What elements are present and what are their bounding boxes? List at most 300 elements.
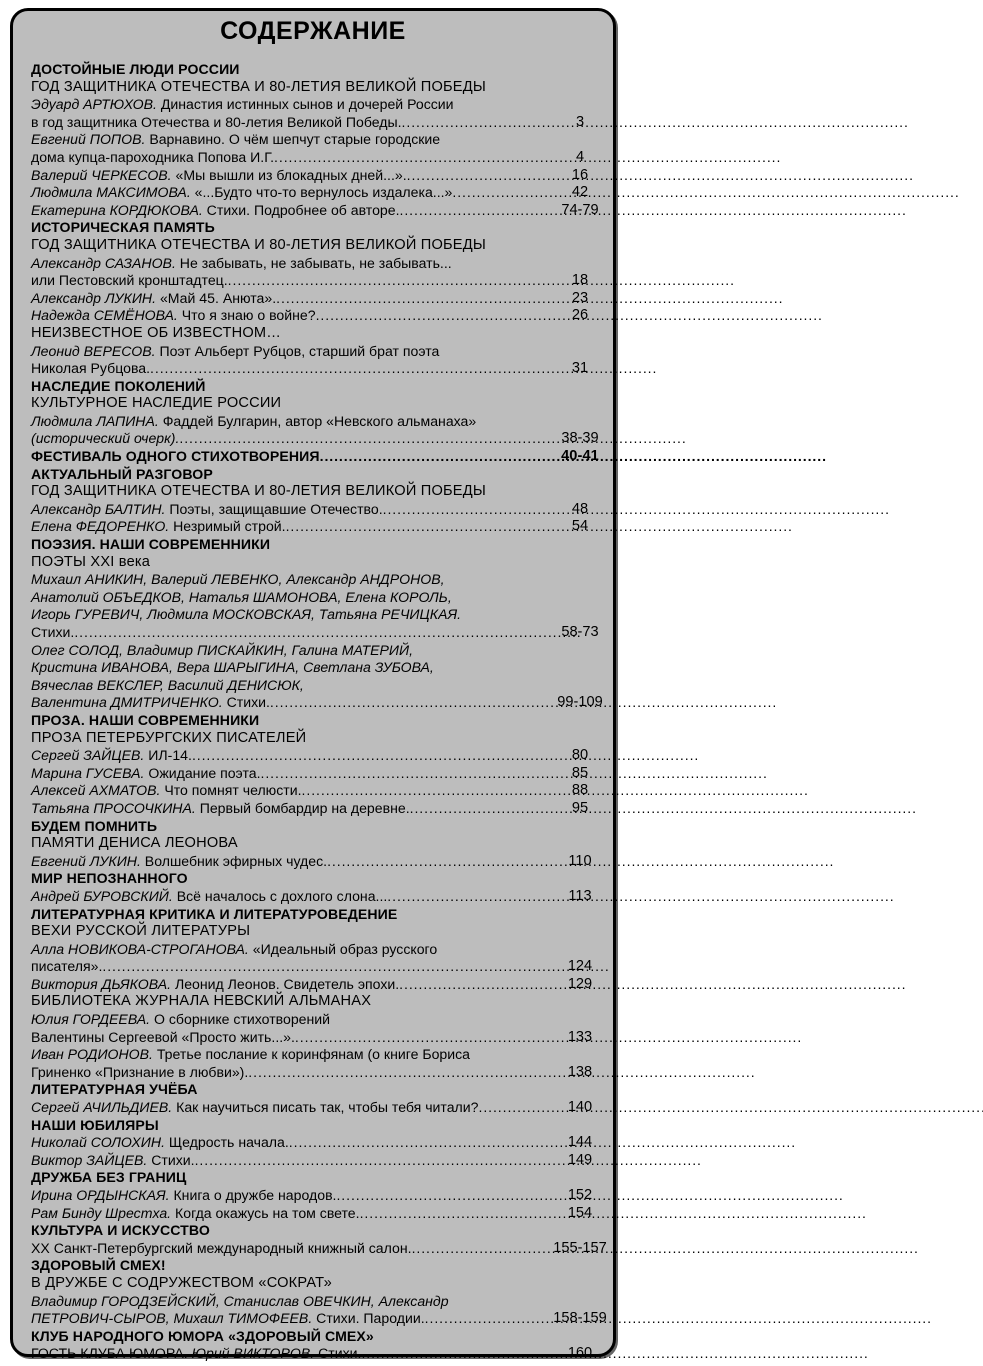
- entry-text: [31, 677, 545, 695]
- entry-text: [31, 1187, 336, 1205]
- toc-entry: [31, 1310, 615, 1328]
- dot-leader: [360, 1205, 545, 1223]
- toc-entry: [31, 1187, 615, 1205]
- entry-text: [31, 466, 545, 484]
- entry-title: Стихи.: [222, 694, 270, 711]
- entry-author: Анатолий ОБЪЕДКОВ, Наталья ШАМОНОВА, Елена КОРОЛЬ,: [31, 588, 452, 605]
- entry-text: [31, 61, 545, 79]
- dot-leader: [387, 888, 545, 906]
- section-heading: [31, 818, 615, 836]
- entry-author: Сергей АЧИЛЬДИЕВ.: [31, 1099, 173, 1116]
- entry-text: [31, 818, 545, 836]
- entry-title: Валентины Сергеевой «Просто жить...».: [31, 1028, 295, 1045]
- page-number: 40-41: [561, 448, 599, 465]
- page-number: 113: [568, 887, 592, 904]
- entry-title: Волшебник эфирных чудес.: [140, 852, 328, 869]
- entry-author: Михаил АНИКИН, Валерий ЛЕВЕНКО, Александр АНДРОНОВ,: [31, 571, 445, 588]
- dot-leader: [412, 1240, 545, 1258]
- entry-text: [31, 1240, 412, 1258]
- page-number: 152: [567, 1187, 593, 1203]
- heading-text: ЛИТЕРАТУРНАЯ КРИТИКА И ЛИТЕРАТУРОВЕДЕНИЕ: [31, 905, 398, 922]
- heading-text: ДОСТОЙНЫЕ ЛЮДИ РОССИИ: [31, 61, 240, 77]
- entry-text: [31, 1152, 195, 1170]
- dot-leader: [407, 167, 545, 185]
- toc-entry: [31, 747, 615, 765]
- section-heading: [31, 870, 615, 888]
- subsection-heading: [31, 993, 615, 1011]
- entry-author: Александр БАЛТИН.: [31, 500, 166, 517]
- dot-leader: [195, 1152, 545, 1170]
- page-number: 110: [568, 852, 592, 869]
- entry-title: Гриненко «Признание в любви»).: [31, 1063, 249, 1080]
- toc-entry: [31, 343, 615, 361]
- section-heading: [31, 536, 615, 554]
- entry-text: [31, 237, 545, 255]
- toc-entry: [31, 272, 615, 290]
- entry-text: [31, 1328, 545, 1346]
- entry-author: Эдуард АРТЮХОВ.: [31, 96, 157, 113]
- entry-author: Екатерина КОРДЮКОВА.: [31, 201, 203, 218]
- entry-author: Рам Бинду Шрестха.: [31, 1204, 172, 1221]
- subsection-heading: [31, 923, 615, 941]
- heading-text: ПОЭТЫ XXI века: [31, 553, 151, 570]
- toc-entry: [31, 694, 615, 712]
- page-number: 31: [571, 360, 589, 377]
- dot-leader: [361, 1345, 545, 1363]
- dot-leader: [425, 1310, 545, 1328]
- dot-leader: [270, 694, 545, 712]
- heading-text: ПРОЗА ПЕТЕРБУРГСКИХ ПИСАТЕЛЕЙ: [31, 729, 307, 746]
- entry-text: [31, 219, 545, 237]
- entry-text: [31, 888, 387, 906]
- heading-text: ГОД ЗАЩИТНИКА ОТЕЧЕСТВА И 80-ЛЕТИЯ ВЕЛИКОЙ ПОБЕДЫ: [31, 483, 486, 500]
- section-heading: [31, 1257, 615, 1275]
- page-number: 58-73: [561, 624, 599, 640]
- entry-title: Щедрость начала.: [165, 1134, 289, 1151]
- entry-title: Леонид Леонов. Свидетель эпохи.: [171, 975, 400, 992]
- entry-text: [31, 554, 545, 572]
- page-number: 88: [571, 782, 589, 799]
- entry-title: Что помнят челюсти.: [160, 782, 302, 799]
- heading-text: В ДРУЖБЕ С СОДРУЖЕСТВОМ «СОКРАТ»: [31, 1274, 332, 1291]
- entry-title: Династия истинных сынов и дочерей России: [156, 96, 454, 113]
- toc-entry: [31, 606, 615, 624]
- entry-author: Андрей БУРОВСКИЙ.: [31, 887, 173, 904]
- entry-text: [31, 993, 545, 1011]
- dot-leader: [336, 1187, 545, 1205]
- entry-text: [31, 571, 545, 589]
- entry-title: писателя».: [31, 958, 103, 975]
- toc-entry: [31, 1134, 615, 1152]
- entry-text: [31, 1117, 545, 1135]
- toc-entry: [31, 360, 615, 378]
- entry-author: Олег СОЛОД, Владимир ПИСКАЙКИН, Галина МАТЕРИЙ,: [31, 641, 413, 658]
- entry-text: [31, 870, 545, 888]
- entry-author: ПЕТРОВИЧ-СЫРОВ, Михаил ТИМОФЕЕВ.: [31, 1310, 313, 1327]
- page-number: 133: [567, 1028, 593, 1045]
- entry-title: Стихи.: [314, 1345, 362, 1362]
- section-heading: [31, 712, 615, 730]
- entry-text: [31, 1310, 425, 1328]
- dot-leader: [274, 149, 545, 167]
- entry-author: Евгений ПОПОВ.: [31, 131, 146, 148]
- dot-leader: [316, 307, 545, 325]
- page-number: 38-39: [561, 430, 599, 447]
- entry-text: [31, 712, 545, 730]
- entry-author: Алла НОВИКОВА-СТРОГАНОВА.: [31, 940, 249, 957]
- toc-entry: [31, 624, 615, 642]
- dot-leader: [295, 1029, 545, 1047]
- subsection-heading: [31, 395, 615, 413]
- heading-text: НАШИ ЮБИЛЯРЫ: [31, 1116, 159, 1133]
- page-number: 23: [571, 289, 589, 306]
- entry-text: [31, 1275, 545, 1293]
- entry-title: «Май 45. Анюта».: [156, 289, 277, 306]
- heading-text: МИР НЕПОЗНАННОГО: [31, 870, 188, 887]
- entry-title: Фаддей Булгарин, автор «Невского альманаха»: [158, 412, 477, 429]
- entry-title: Как научиться писать так, чтобы тебя читали?: [172, 1099, 479, 1116]
- entry-text: [31, 483, 545, 501]
- heading-text: КУЛЬТУРА И ИСКУССТВО: [31, 1222, 210, 1239]
- entry-text: [31, 976, 399, 994]
- entry-author: Валерий ЧЕРКЕСОВ.: [31, 166, 172, 183]
- toc-entry: [31, 571, 615, 589]
- section-heading: [31, 1328, 615, 1346]
- dot-leader: [383, 501, 545, 519]
- page-number: 54: [571, 518, 589, 535]
- dot-leader: [286, 518, 545, 536]
- dot-leader: [302, 782, 545, 800]
- entry-title: Стихи.: [31, 624, 75, 640]
- entry-text: [31, 255, 545, 273]
- toc-entry: [31, 1029, 615, 1047]
- dot-leader: [192, 747, 545, 765]
- page-number: 48: [571, 500, 589, 517]
- toc-entry: [31, 941, 615, 959]
- toc-entry: [31, 1345, 615, 1363]
- entry-title: дома купца-пароходника Попова И.Г.: [31, 148, 275, 165]
- page-number: 80: [571, 747, 589, 764]
- entry-text: [31, 1205, 360, 1223]
- entry-text: [31, 730, 545, 748]
- page-number: 85: [571, 764, 589, 781]
- heading-text: БУДЕМ ПОМНИТЬ: [31, 817, 158, 834]
- dot-leader: [276, 290, 545, 308]
- page-number: 158-159: [553, 1310, 607, 1327]
- toc-entry: [31, 430, 615, 448]
- page-number: 140: [567, 1099, 593, 1116]
- toc-entry: [31, 765, 615, 783]
- dot-leader: [320, 448, 545, 466]
- heading-text: БИБЛИОТЕКА ЖУРНАЛА НЕВСКИЙ АЛЬМАНАХ: [31, 993, 372, 1010]
- toc-entry: [31, 1152, 615, 1170]
- entry-title: в год защитника Отечества и 80-летия Великой Победы.: [31, 113, 402, 130]
- entry-author: Елена ФЕДОРЕНКО.: [31, 518, 170, 535]
- entry-author: Игорь ГУРЕВИЧ, Людмила МОСКОВСКАЯ, Татьяна РЕЧИЦКАЯ.: [31, 606, 461, 623]
- page-number: 4: [575, 148, 585, 165]
- entry-author: Сергей ЗАЙЦЕВ.: [31, 747, 145, 764]
- toc-entry: [31, 888, 615, 906]
- entry-text: [31, 694, 270, 712]
- entry-text: [31, 79, 545, 97]
- entry-text: [31, 501, 383, 519]
- entry-author: Марина ГУСЕВА.: [31, 764, 145, 781]
- dot-leader: [327, 853, 545, 871]
- entry-author: Леонид ВЕРЕСОВ.: [31, 342, 156, 359]
- dot-leader: [179, 430, 545, 448]
- entry-text: [31, 1046, 545, 1064]
- entry-author: Алексей АХМАТОВ.: [31, 782, 161, 799]
- page-number: 138: [567, 1063, 593, 1080]
- toc-entry: [31, 307, 615, 325]
- dot-leader: [452, 184, 545, 202]
- entry-text: [31, 378, 545, 396]
- subsection-heading: [31, 835, 615, 853]
- contents-frame: [10, 8, 616, 1362]
- entry-author: Валентина ДМИТРИЧЕНКО.: [31, 694, 223, 711]
- entry-author: Евгений ЛУКИН.: [31, 852, 141, 869]
- entry-author: Людмила МАКСИМОВА.: [31, 184, 191, 201]
- dot-leader: [410, 800, 545, 818]
- page-number: 144: [567, 1134, 593, 1151]
- page-number: 124: [567, 958, 593, 975]
- subsection-heading: [31, 1275, 615, 1293]
- toc-entry: [31, 1205, 615, 1223]
- heading-text: ГОД ЗАЩИТНИКА ОТЕЧЕСТВА И 80-ЛЕТИЯ ВЕЛИКОЙ ПОБЕДЫ: [31, 236, 486, 253]
- heading-text: ПАМЯТИ ДЕНИСА ЛЕОНОВА: [31, 835, 238, 852]
- section-heading: [31, 1081, 615, 1099]
- entry-text: [31, 659, 545, 677]
- entry-title: Третье послание к коринфянам (о книге Бориса: [152, 1046, 471, 1063]
- toc-entry: [31, 782, 615, 800]
- entry-text: [31, 325, 545, 343]
- section-heading: [31, 466, 615, 484]
- entry-author: Виктория ДЬЯКОВА.: [31, 975, 172, 992]
- toc-entry: [31, 659, 615, 677]
- page-number: 149: [567, 1151, 593, 1168]
- entry-text: [31, 642, 545, 660]
- entry-title: (исторический очерк).: [31, 430, 180, 447]
- entry-text: [31, 114, 402, 132]
- entry-title: Первый бомбардир на деревне.: [195, 799, 410, 816]
- toc-entry: [31, 255, 615, 273]
- page-number: 99-109: [557, 694, 603, 711]
- toc-entry: [31, 589, 615, 607]
- entry-title: или Пестовский кронштадтец.: [31, 272, 228, 289]
- entry-text: [31, 800, 410, 818]
- toc-entry: [31, 1064, 615, 1082]
- entry-text: [31, 606, 545, 624]
- toc-entry: [31, 853, 615, 871]
- table-of-contents: [31, 61, 615, 1363]
- toc-entry: [31, 413, 615, 431]
- entry-text: [31, 782, 302, 800]
- entry-author: Людмила ЛАПИНА.: [31, 412, 159, 429]
- toc-entry: [31, 976, 615, 994]
- entry-text: [31, 624, 74, 642]
- heading-text: ЗДОРОВЫЙ СМЕХ!: [31, 1257, 166, 1274]
- entry-text: [31, 536, 545, 554]
- entry-title: Николая Рубцова.: [31, 360, 151, 377]
- entry-title: «Идеальный образ русского: [248, 940, 438, 957]
- entry-text: [31, 395, 545, 413]
- page-number: 26: [571, 307, 589, 324]
- subsection-heading: [31, 554, 615, 572]
- subsection-heading: [31, 325, 615, 343]
- toc-entry: [31, 96, 615, 114]
- entry-author: Татьяна ПРОСОЧКИНА.: [31, 799, 196, 816]
- page-number: 74-79: [561, 201, 599, 218]
- entry-text: [31, 941, 545, 959]
- entry-title: «Мы вышли из блокадных дней...».: [171, 166, 407, 183]
- entry-text: [31, 1099, 478, 1117]
- entry-title: Когда окажусь на том свете.: [171, 1204, 360, 1221]
- entry-text: [31, 1081, 545, 1099]
- toc-entry: [31, 677, 615, 695]
- page-number: 155-157: [553, 1239, 607, 1256]
- entry-author: Иван РОДИОНОВ.: [31, 1046, 153, 1063]
- page-number: 42: [571, 184, 589, 201]
- heading-text: ИСТОРИЧЕСКАЯ ПАМЯТЬ: [31, 219, 215, 236]
- entry-title: О сборнике стихотворений: [150, 1011, 331, 1028]
- entry-text: [31, 96, 545, 114]
- toc-entry: [31, 290, 615, 308]
- entry-title: Всё началось с дохлого слона...: [172, 887, 388, 904]
- section-heading: [31, 378, 615, 396]
- section-heading: [31, 219, 615, 237]
- heading-text: АКТУАЛЬНЫЙ РАЗГОВОР: [31, 465, 213, 482]
- entry-text: [31, 958, 102, 976]
- entry-text: [31, 923, 545, 941]
- entry-text: [31, 589, 545, 607]
- dot-leader: [74, 624, 545, 642]
- heading-text: ФЕСТИВАЛЬ ОДНОГО СТИХОТВОРЕНИЯ: [31, 448, 320, 465]
- entry-author: Владимир ГОРОДЗЕЙСКИЙ, Станислав ОВЕЧКИН, Александр: [31, 1292, 449, 1309]
- entry-title: Поэт Альберт Рубцов, старший брат поэта: [155, 342, 440, 359]
- section-heading: [31, 1169, 615, 1187]
- entry-title: Варнавино. О чём шепчут старые городские: [145, 131, 441, 148]
- toc-entry: [31, 202, 615, 220]
- entry-text: [31, 765, 261, 783]
- entry-text: [31, 202, 400, 220]
- entry-author: Александр САЗАНОВ.: [31, 254, 176, 271]
- entry-author: Ирина ОРДЫНСКАЯ.: [31, 1187, 170, 1203]
- dot-leader: [248, 1064, 545, 1082]
- toc-entry: [31, 1240, 615, 1258]
- entry-text: [31, 1293, 545, 1311]
- toc-entry: [31, 518, 615, 536]
- entry-title: Не забывать, не забывать, не забывать...: [175, 254, 452, 271]
- heading-text: ВЕХИ РУССКОЙ ЛИТЕРАТУРЫ: [31, 923, 251, 940]
- entry-text: [31, 290, 276, 308]
- page-title: СОДЕРЖАНИЕ: [220, 17, 406, 45]
- section-heading: [31, 1117, 615, 1135]
- entry-title: XX Санкт-Петербургский международный книжный салон.: [31, 1239, 412, 1256]
- entry-title: Ожидание поэта.: [144, 764, 261, 781]
- entry-text: [31, 131, 545, 149]
- entry-text: [31, 149, 274, 167]
- entry-text: [31, 1134, 289, 1152]
- entry-title: Стихи.: [147, 1151, 195, 1168]
- toc-entry: [31, 149, 615, 167]
- entry-text: [31, 307, 316, 325]
- entry-text: [31, 167, 407, 185]
- entry-text: [31, 430, 179, 448]
- entry-title: Что я знаю о войне?: [177, 307, 316, 324]
- heading-text: ПОЭЗИЯ. НАШИ СОВРЕМЕННИКИ: [31, 536, 271, 553]
- entry-text: [31, 747, 192, 765]
- entry-text: [31, 906, 545, 924]
- page-number: 18: [571, 272, 589, 289]
- entry-title: Стихи. Подробнее об авторе.: [202, 201, 400, 218]
- entry-title: «...Будто что-то вернулось издалека...»: [190, 184, 453, 201]
- section-heading: [31, 448, 615, 466]
- entry-title: Незримый строй.: [169, 518, 286, 535]
- toc-entry: [31, 642, 615, 660]
- toc-entry: [31, 1099, 615, 1117]
- dot-leader: [289, 1134, 545, 1152]
- toc-entry: [31, 184, 615, 202]
- section-heading: [31, 1222, 615, 1240]
- page-number: 16: [571, 166, 589, 183]
- subsection-heading: [31, 483, 615, 501]
- entry-text: [31, 360, 150, 378]
- heading-text: ГОД ЗАЩИТНИКА ОТЕЧЕСТВА И 80-ЛЕТИЯ ВЕЛИКОЙ ПОБЕДЫ: [31, 78, 486, 95]
- entry-text: [31, 853, 327, 871]
- entry-text: [31, 413, 545, 431]
- entry-text: [31, 184, 452, 202]
- section-heading: [31, 906, 615, 924]
- entry-text: [31, 1345, 361, 1363]
- heading-text: КУЛЬТУРНОЕ НАСЛЕДИЕ РОССИИ: [31, 395, 282, 412]
- subsection-heading: [31, 79, 615, 97]
- toc-entry: [31, 167, 615, 185]
- entry-text: [31, 518, 286, 536]
- entry-text: [31, 1169, 545, 1187]
- heading-text: ЛИТЕРАТУРНАЯ УЧЁБА: [31, 1081, 198, 1098]
- subsection-heading: [31, 237, 615, 255]
- entry-title: ИЛ-14.: [144, 747, 192, 764]
- dot-leader: [399, 976, 545, 994]
- entry-author: Надежда СЕМЁНОВА.: [31, 307, 178, 324]
- toc-entry: [31, 800, 615, 818]
- entry-title: Поэты, защищавшие Отечество.: [165, 500, 383, 517]
- dot-leader: [102, 958, 545, 976]
- entry-text: [31, 448, 320, 466]
- toc-entry: [31, 131, 615, 149]
- heading-text: ПРОЗА. НАШИ СОВРЕМЕННИКИ: [31, 711, 260, 728]
- dot-leader: [261, 765, 546, 783]
- entry-text: [31, 1222, 545, 1240]
- subsection-heading: [31, 730, 615, 748]
- entry-author: Кристина ИВАНОВА, Вера ШАРЫГИНА, Светлана ЗУБОВА,: [31, 659, 434, 676]
- entry-text: [31, 343, 545, 361]
- dot-leader: [402, 114, 545, 132]
- entry-text: [31, 272, 228, 290]
- page-number: 129: [567, 975, 593, 992]
- entry-text: [31, 1011, 545, 1029]
- toc-entry: [31, 1046, 615, 1064]
- entry-title: Стихи. Пародии.: [312, 1310, 425, 1327]
- entry-title: Книга о дружбе народов.: [169, 1187, 337, 1203]
- entry-author: Александр ЛУКИН.: [31, 289, 157, 306]
- toc-entry: [31, 501, 615, 519]
- page-number: 3: [575, 113, 585, 130]
- page-number: 160: [567, 1345, 593, 1362]
- entry-text: [31, 1064, 248, 1082]
- toc-entry: [31, 114, 615, 132]
- section-heading: [31, 61, 615, 79]
